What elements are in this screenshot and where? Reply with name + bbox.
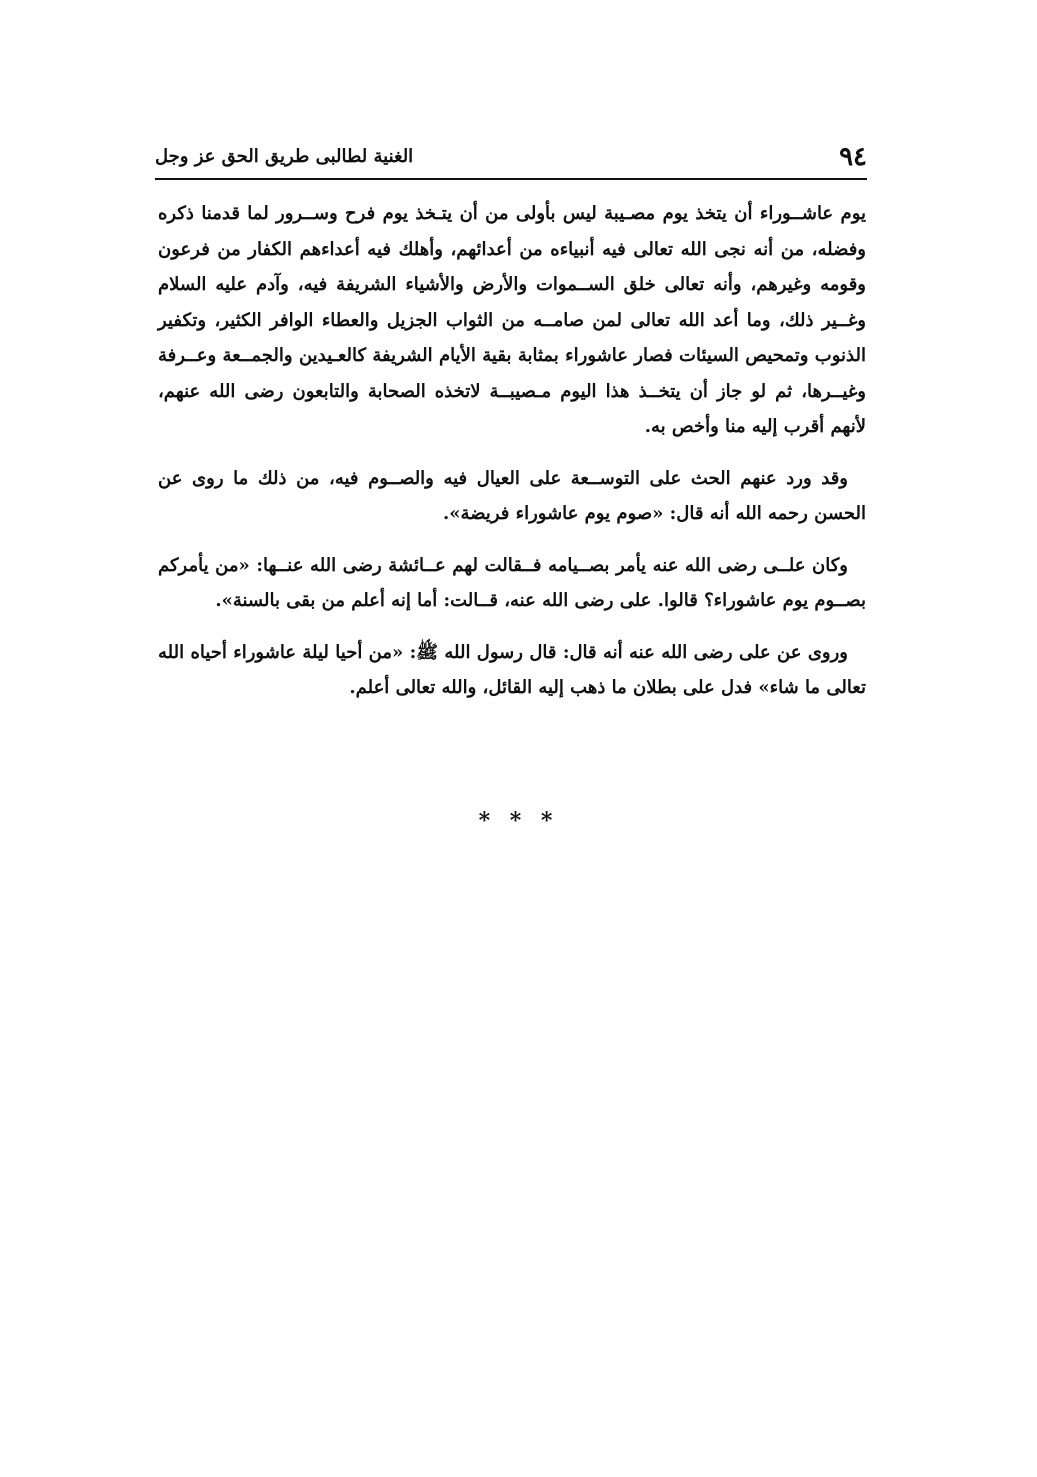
paragraph: وروى عن على رضى الله عنه أنه قال: قال رسول الله ﷺ: «من أحيا ليلة عاشوراء أحياه الله تعالى ما شاء» فدل على بطلان ما ذهب إليه القائل، والله تعالى أعلم.	[158, 641, 866, 698]
header-rule	[155, 178, 867, 180]
paragraph: يوم عاشــوراء أن يتخذ يوم مصـيبة ليس بأولى من أن يتـخذ يوم فرح وســرور لما قدمنا ذكره وفضله، من أنه نجى الله تعالى فيه أنبياءه من أعدائهم، وأهلك فيه أعداءهم الكفار من فرعون وقومه وغيرهم، وأنه تعالى خلق الســموات والأرض والأشياء الشريفة فيه، وآدم عليه السلام وغــير ذلك، وما أعد الله تعالى لمن صامــه من الثواب الجزيل والعطاء الوافر الكثير، وتكفير الذنوب وتمحيص السيئات فصار عاشوراء بمثابة بقية الأيام الشريفة كالعـيدين والجمــعة وعــرفة وغيــرها، ثم لو جاز أن يتخــذ هذا اليوم مـصيبــة لاتخذه الصحابة والتابعون رضى الله عنهم، لأنهم أقرب إليه منا وأخص به.	[158, 203, 866, 437]
paragraph: وكان علــى رضى الله عنه يأمر بصــيامه فــقالت لهم عــائشة رضى الله عنــها: «من يأمركم بصــوم يوم عاشوراء؟ قالوا. على رضى الله عنه، قــالت: أما إنه أعلم من بقى بالسنة».	[158, 554, 866, 611]
page-number: ٩٤	[839, 142, 867, 172]
page-header	[155, 142, 867, 172]
running-title: الغنية لطالبى طريق الحق عز وجل	[155, 146, 414, 167]
section-separator: * * *	[478, 808, 559, 834]
paragraph: وقد ورد عنهم الحث على التوســعة على العيال فيه والصــوم فيه، من ذلك ما روى عن الحسن رحمه الله أنه قال: «صوم يوم عاشوراء فريضة».	[158, 467, 866, 524]
body-text	[158, 196, 866, 706]
